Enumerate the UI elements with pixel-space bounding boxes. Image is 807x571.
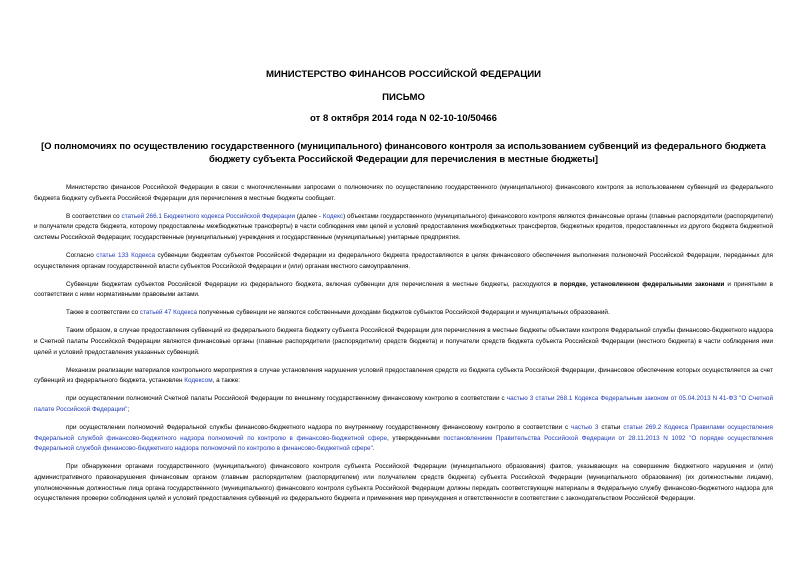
text: при осуществлении полномочий Счетной палаты Российской Федерации по внешнему государственному финансовому контролю в соответствии с: [66, 395, 507, 403]
paragraph-10: При обнаружении органами государственного (муниципального) финансового контроля субъекта Российской Федерации (муниципального образования) фактов, указывающих на совершение бюджетного нарушения и (или) административного правонарушения финансовым органом (главным распорядителем (распорядителем) или получателем средств бюджета) субъекта Российской Федерации (муниципального образования) (их должностными лицами), уполномоченные должностные лица органа государственного (муниципального) финансового контроля субъекта Российской Федерации должны передать соответствующие материалы в Федеральную службу финансово-бюджетного надзора для осуществления проверки соблюдения целей и условий предоставления субвенций из федерального бюджета и применения мер принуждения и ответственности в соответствии с законодательством Российской Федерации.: [34, 463, 773, 503]
link-federal-law-41fz[interactable]: Федеральным законом от 05.04.2013 N 41-ФЗ "О Счетной палате Российской Федерации": [34, 395, 774, 413]
text: Субвенции бюджетам субъектов Российской Федерации из федерального бюджета, включая субвенции для перечисления в местные бюджеты, расходуются: [66, 280, 554, 288]
link-article-133[interactable]: статье 133 Кодекса: [96, 251, 155, 259]
document-title: [О полномочиях по осуществлению государственного (муниципального) финансового контроля за использованием субвенций из федерального бюджета бюджету субъекта Российской Федерации для перечисления в местные бюджеты]: [41, 140, 766, 164]
link-rules-rosfinnadzor[interactable]: Правилами осуществления Федеральной службой финансово-бюджетного надзора полномочий по контролю в финансово-бюджетной сфере: [34, 424, 773, 442]
ministry-heading: МИНИСТЕРСТВО ФИНАНСОВ РОССИЙСКОЙ ФЕДЕРАЦИИ: [265, 69, 542, 80]
paragraph-1: Министерство финансов Российской Федерации в связи с многочисленными запросами о полномочиях по осуществлению государственного (муниципального) финансового контроля за использованием субвенций из федерального бюджета бюджету субъекта Российской Федерации для перечисления в местные бюджеты сообщает.: [34, 184, 773, 202]
paragraph-6: Таким образом, в случае предоставления субвенций из федерального бюджета бюджету субъекта Российской Федерации для перечисления в местные бюджеты объектами контроля Федеральной службы финансово-бюджетного надзора и Счетной палаты Российской Федерации являются финансовые органы (главные распорядители (распорядители) средств бюджета) и получатели средств бюджета субъекта Российской Федерации (местного бюджета) в части соблюдения ими целей и условий предоставления указанных субвенций.: [34, 327, 773, 356]
text: и принятыми в соответствии с ними нормативными правовыми актами.: [34, 280, 773, 299]
link-article-269-2[interactable]: статьи 269.2 Кодекса: [623, 424, 688, 432]
link-part-3[interactable]: частью 3: [571, 424, 599, 432]
paragraph-2: [34, 212, 773, 244]
text: , утвержденными: [387, 434, 444, 442]
text: В соответствии со: [66, 212, 122, 220]
paragraph-3: [34, 251, 773, 272]
paragraph-9: [34, 423, 773, 455]
text: статьи: [598, 424, 624, 432]
link-codex[interactable]: Кодексом: [184, 377, 213, 385]
document-date-number: от 8 октября 2014 года N 02-10-10/50466: [310, 113, 497, 124]
paragraph-8: [34, 394, 773, 415]
text: .: [372, 445, 375, 453]
text: ) объектами государственного (муниципального) финансового контроля являются финансовые органы (главные распорядители (распорядители) и получатели средств бюджета, которому предоставлены межбюджетные трансферты) в части соблюдения ими целей и условий предоставления межбюджетных трансфертов, бюджетных кредитов, предоставленных из другого бюджета бюджетной системы Российской Федерации; государственные (муниципальные) учреждения и государственные (муниципальные) унитарные предприятия.: [34, 212, 774, 241]
text: , а также:: [212, 377, 241, 385]
text: субвенции бюджетам субъектов Российской Федерации из федерального бюджета предоставляются в целях финансового обеспечения выполнения полномочий Российской Федерации, переданных для осуществления органам государственной власти субъектов Российской Федерации и (или) органам местного самоуправления.: [34, 251, 773, 270]
link-government-decree-1092[interactable]: постановлением Правительства Российской Федерации от 28.11.2013 N 1092 "О порядке осуществления Федеральной службой финансово-бюджетного надзора полномочий по контролю в финансово-бюджетной сфере": [34, 434, 773, 453]
link-code[interactable]: Кодекс: [322, 212, 344, 220]
link-article-268-1[interactable]: частью 3 статьи 268.1 Кодекса: [506, 395, 599, 403]
paragraph-7: [34, 366, 773, 387]
link-article-266-1[interactable]: статьей 266.1 Бюджетного кодекса Российской Федерации: [121, 212, 296, 220]
text: при осуществлении полномочий Федеральной службы финансово-бюджетного надзора по внутреннему государственному финансовому контролю в соответствии с: [66, 424, 572, 432]
text: полученные субвенции не являются собственными доходами бюджетов субъектов Российской Федерации и муниципальных образований.: [197, 309, 610, 317]
bold-phrase: в порядке, установленном федеральными законами: [553, 280, 725, 288]
text: ;: [127, 406, 130, 413]
paragraph-4: [34, 280, 773, 301]
text: Механизм реализации материалов контрольного мероприятия в случае установления нарушения условий предоставления средств из бюджета субъекта Российской Федерации, финансовое обеспечение которых осуществляется за счет субвенций из федерального бюджета, установлен: [34, 366, 773, 385]
text: (далее -: [295, 212, 323, 220]
paragraph-5: [34, 308, 773, 319]
document-body: [34, 183, 773, 512]
text: Также в соответствии со: [66, 309, 140, 317]
link-article-47[interactable]: статьей 47 Кодекса: [139, 309, 198, 317]
document-type: ПИСЬМО: [382, 92, 425, 103]
text: Согласно: [66, 251, 97, 259]
